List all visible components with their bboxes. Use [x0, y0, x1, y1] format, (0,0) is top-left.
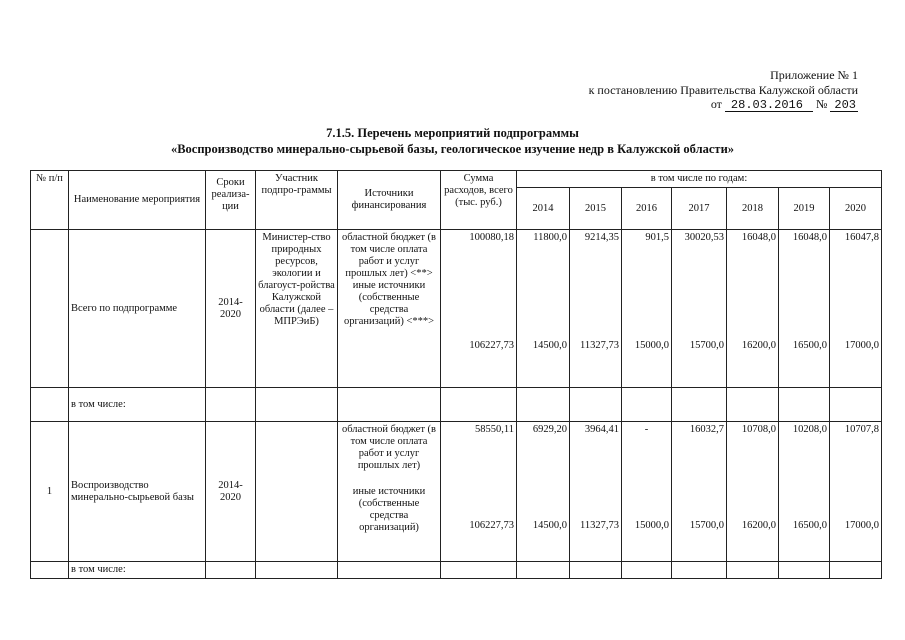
total-sum-2: 106227,73 [469, 340, 514, 351]
header-year: 2019 [779, 188, 830, 230]
total-year-cell [570, 230, 622, 388]
total-source-2: иные источники (собственные средства организаций) <***> [343, 280, 435, 327]
row-1-year2: 17000,0 [844, 520, 879, 531]
row-1-sum [441, 422, 517, 562]
appendix-block [589, 68, 858, 112]
header-year: 2020 [830, 188, 882, 230]
row-1-sum-2: 106227,73 [469, 520, 514, 531]
row-1-year1: 10708,0 [741, 424, 776, 435]
header-year: 2017 [672, 188, 727, 230]
header-period: Сроки реализа-ции [206, 171, 256, 230]
including-row-1 [31, 388, 882, 422]
header-name: Наименование мероприятия [69, 171, 206, 230]
appendix-date: 28.03.2016 [725, 99, 813, 112]
header-sum: Сумма расходов, всего (тыс. руб.) [441, 171, 517, 230]
row-1-sources [338, 422, 441, 562]
total-year1: 11800,0 [533, 232, 567, 243]
appendix-from-label: от [710, 97, 722, 111]
row-1-year1: 6929,20 [532, 424, 567, 435]
header-year: 2014 [517, 188, 570, 230]
total-year2: 14500,0 [532, 340, 567, 351]
row-1-year-cell [570, 422, 622, 562]
row-1-year1: - [644, 424, 649, 435]
row-1-year1: 10208,0 [792, 424, 827, 435]
total-year-cell [727, 230, 779, 388]
header-row-1 [31, 171, 882, 188]
row-1-year1: 16032,7 [689, 424, 724, 435]
total-year1: 901,5 [645, 232, 669, 243]
row-1-participant [256, 422, 338, 562]
header-year: 2016 [622, 188, 672, 230]
total-row [31, 230, 882, 388]
row-1-year2: 14500,0 [532, 520, 567, 531]
header-by-years: в том числе по годам: [517, 171, 882, 188]
row-1-year-cell [727, 422, 779, 562]
total-year1: 9214,35 [584, 232, 619, 243]
total-year2: 16200,0 [741, 340, 776, 351]
row-1-year2: 11327,73 [580, 520, 619, 531]
total-year2: 11327,73 [580, 340, 619, 351]
header-participant: Участник подпро-граммы [256, 171, 338, 230]
row-1-year2: 15700,0 [689, 520, 724, 531]
header-num: № п/п [31, 171, 69, 230]
total-participant: Министер-ство природных ресурсов, экологии и благоуст-ройства Калужской области (далее – МПРЭиБ) [256, 230, 338, 388]
appendix-line-1: Приложение № 1 [770, 68, 858, 82]
total-year-cell [622, 230, 672, 388]
total-year2: 17000,0 [844, 340, 879, 351]
total-num [31, 230, 69, 388]
total-name: Всего по подпрограмме [69, 230, 206, 388]
row-1-source-2: иные источники (собственные средства организаций) [352, 486, 426, 533]
row-1-year-cell [622, 422, 672, 562]
document-title-line-2: «Воспроизводство минерально-сырьевой базы, геологическое изучение недр в Калужской области» [170, 142, 735, 156]
row-1-year1: 10707,8 [844, 424, 879, 435]
total-year1: 16048,0 [792, 232, 827, 243]
row-1 [31, 422, 882, 562]
appendix-line-2: к постановлению Правительства Калужской области [588, 82, 858, 97]
appendix-number-label: № [815, 97, 828, 111]
total-source-1: областной бюджет (в том числе оплата работ и услуг прошлых лет) <**> [341, 232, 437, 279]
total-year1: 16048,0 [741, 232, 776, 243]
row-1-year2: 15000,0 [634, 520, 669, 531]
total-year-cell [830, 230, 882, 388]
including-label-1: в том числе: [69, 388, 206, 422]
measures-table [30, 170, 882, 579]
header-sources: Источники финансирования [338, 171, 441, 230]
row-1-year2: 16200,0 [741, 520, 776, 531]
total-year1: 30020,53 [684, 232, 724, 243]
total-year2: 16500,0 [792, 340, 827, 351]
total-year2: 15000,0 [634, 340, 669, 351]
total-sum [441, 230, 517, 388]
row-1-year-cell [830, 422, 882, 562]
row-1-sum-1: 58550,11 [475, 424, 514, 435]
total-year-cell [779, 230, 830, 388]
row-1-num: 1 [31, 422, 69, 562]
appendix-line-3 [589, 97, 858, 112]
total-year1: 16047,8 [844, 232, 879, 243]
row-1-year1: 3964,41 [584, 424, 619, 435]
total-sum-1: 100080,18 [469, 232, 514, 243]
including-label-2: в том числе: [69, 562, 206, 579]
row-1-year-cell [672, 422, 727, 562]
total-sources [338, 230, 441, 388]
row-1-source-1: областной бюджет (в том числе оплата работ и услуг прошлых лет) [341, 424, 437, 471]
row-1-year-cell [517, 422, 570, 562]
including-row-2 [31, 562, 882, 579]
document-title-line-1: 7.1.5. Перечень мероприятий подпрограммы [326, 126, 579, 140]
appendix-number: 203 [830, 99, 858, 112]
row-1-period: 2014-2020 [206, 422, 256, 562]
total-year2: 15700,0 [689, 340, 724, 351]
header-year: 2018 [727, 188, 779, 230]
header-year: 2015 [570, 188, 622, 230]
total-period: 2014-2020 [206, 230, 256, 388]
total-year-cell [517, 230, 570, 388]
row-1-name: Воспроизводство минерально-сырьевой базы [69, 422, 206, 562]
row-1-year2: 16500,0 [792, 520, 827, 531]
row-1-year-cell [779, 422, 830, 562]
total-year-cell [672, 230, 727, 388]
